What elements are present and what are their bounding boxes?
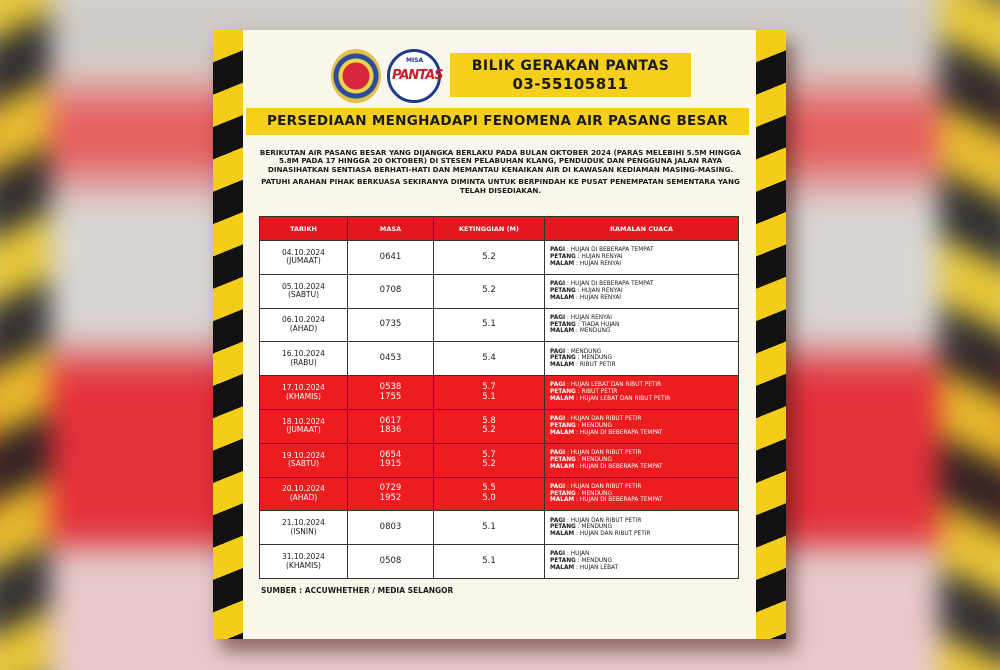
date: 20.10.2024 xyxy=(282,484,325,494)
forecast-petang: PETANG : HUJAN RENYAI xyxy=(550,254,623,260)
height-2: 5.0 xyxy=(482,492,496,503)
forecast-malam: MALAM : MENDUNG xyxy=(550,328,611,335)
time-1: 0708 xyxy=(379,285,402,296)
height-cell xyxy=(434,511,545,545)
height-2: 5.2 xyxy=(482,425,496,436)
height-cell xyxy=(434,241,545,275)
time-1: 0803 xyxy=(379,522,402,533)
time-cell xyxy=(348,274,434,308)
height-1: 5.2 xyxy=(482,285,496,296)
height-cell xyxy=(434,409,545,443)
hazard-stripe-right xyxy=(756,30,786,639)
height-cell xyxy=(434,477,545,511)
day: (AHAD) xyxy=(289,323,318,333)
date: 19.10.2024 xyxy=(282,450,325,460)
table-row xyxy=(260,443,739,477)
time-cell xyxy=(348,308,434,342)
date-cell xyxy=(260,477,348,511)
height-1: 5.7 xyxy=(482,382,496,393)
height-1: 5.8 xyxy=(482,415,496,426)
table-row xyxy=(260,511,739,545)
forecast-pagi: PAGI : HUJAN LEBAT DAN RIBUT PETIR xyxy=(550,382,662,389)
height-1: 5.4 xyxy=(482,353,496,364)
forecast-petang: PETANG : MENDUNG xyxy=(550,524,612,531)
forecast-cell xyxy=(545,241,739,275)
time-1: 0641 xyxy=(379,251,402,262)
forecast-petang: PETANG : RIBUT PETIR xyxy=(550,389,618,396)
date: 31.10.2024 xyxy=(282,552,325,562)
forecast-malam: MALAM : HUJAN LEBAT xyxy=(550,564,619,571)
table-row xyxy=(260,241,739,275)
time-2: 1755 xyxy=(379,391,402,402)
height-cell xyxy=(434,308,545,342)
pantas-logo-text: PANTAS xyxy=(392,68,443,83)
table-row xyxy=(260,308,739,342)
table-row xyxy=(260,477,739,511)
tide-advisory-poster xyxy=(213,30,786,639)
time-1: 0508 xyxy=(379,555,402,566)
forecast-malam: MALAM : HUJAN DI BEBERAPA TEMPAT xyxy=(550,497,663,504)
time-1: 0453 xyxy=(379,353,402,364)
time-1: 0735 xyxy=(379,319,402,330)
time-2: 1952 xyxy=(379,492,402,503)
forecast-malam: MALAM : HUJAN LEBAT DAN RIBUT PETIR xyxy=(550,395,671,402)
forecast-pagi: PAGI : HUJAN DAN RIBUT PETIR xyxy=(550,483,642,490)
date: 04.10.2024 xyxy=(282,247,325,257)
forecast-pagi: PAGI : MENDUNG xyxy=(550,348,602,355)
forecast-cell xyxy=(545,308,739,342)
day: (RABU) xyxy=(290,357,317,367)
forecast-petang: PETANG : MENDUNG xyxy=(550,422,612,429)
date: 18.10.2024 xyxy=(282,416,325,426)
day: (AHAD) xyxy=(289,492,318,502)
height-1: 5.1 xyxy=(482,522,496,533)
forecast-cell xyxy=(545,511,739,545)
forecast-pagi: PAGI : HUJAN RENYAI xyxy=(550,314,612,321)
time-cell xyxy=(348,545,434,579)
table-row xyxy=(260,545,739,579)
time-1: 0654 xyxy=(379,449,402,460)
logo-group xyxy=(331,49,441,103)
height-cell xyxy=(434,443,545,477)
forecast-pagi: PAGI : HUJAN DAN RIBUT PETIR xyxy=(550,449,642,456)
column-header-time: MASA xyxy=(348,217,434,241)
table-header-row xyxy=(260,217,739,241)
table-row xyxy=(260,342,739,376)
advisory-paragraph-2: PATUHI ARAHAN PIHAK BERKUASA SEKIRANYA DIMINTA UNTUK BERPINDAH KE PUSAT PENEMPATAN SEMENTARA YANG TELAH DISEDIAKAN. xyxy=(261,177,740,195)
tide-table xyxy=(259,216,739,579)
height-1: 5.5 xyxy=(482,483,496,494)
time-2: 1836 xyxy=(379,425,402,436)
forecast-pagi: PAGI : HUJAN DAN RIBUT PETIR xyxy=(550,416,642,423)
time-cell xyxy=(348,477,434,511)
day: (ISNIN) xyxy=(290,526,317,536)
height-1: 5.2 xyxy=(482,251,496,262)
time-cell xyxy=(348,376,434,410)
date-cell xyxy=(260,409,348,443)
day: (SABTU) xyxy=(287,290,320,300)
forecast-cell xyxy=(545,376,739,410)
forecast-petang: PETANG : MENDUNG xyxy=(550,355,612,362)
date: 06.10.2024 xyxy=(282,315,325,325)
height-1: 5.7 xyxy=(482,449,496,460)
time-1: 0729 xyxy=(379,483,402,494)
forecast-cell xyxy=(545,477,739,511)
table-row xyxy=(260,376,739,410)
date-cell xyxy=(260,443,348,477)
forecast-malam: MALAM : RIBUT PETIR xyxy=(550,362,616,369)
day: (KHAMIS) xyxy=(286,560,321,570)
height-cell xyxy=(434,342,545,376)
date: 16.10.2024 xyxy=(282,349,325,359)
height-2: 5.1 xyxy=(482,391,496,402)
page-title: PERSEDIAAN MENGHADAPI FENOMENA AIR PASANG BESAR xyxy=(246,108,749,135)
forecast-petang: PETANG : MENDUNG xyxy=(550,490,612,497)
forecast-cell xyxy=(545,545,739,579)
date: 17.10.2024 xyxy=(282,383,325,393)
time-cell xyxy=(348,409,434,443)
day: (JUMAAT) xyxy=(286,256,321,266)
hotline-box xyxy=(450,53,691,97)
time-1: 0617 xyxy=(379,415,402,426)
forecast-petang: PETANG : MENDUNG xyxy=(550,558,612,565)
date-cell xyxy=(260,308,348,342)
forecast-cell xyxy=(545,274,739,308)
forecast-malam: MALAM : HUJAN RENYAI xyxy=(550,294,622,301)
date-cell xyxy=(260,274,348,308)
hotline-number[interactable]: 03-55105811 xyxy=(512,75,629,93)
time-cell xyxy=(348,511,434,545)
column-header-date: TARIKH xyxy=(260,217,348,241)
time-cell xyxy=(348,241,434,275)
time-1: 0538 xyxy=(379,382,402,393)
height-cell xyxy=(434,274,545,308)
forecast-cell xyxy=(545,342,739,376)
misa-pantas-logo: MISA PANTAS xyxy=(387,49,441,103)
forecast-pagi: PAGI : HUJAN DI BEBERAPA TEMPAT xyxy=(550,281,654,287)
advisory-text xyxy=(253,149,748,199)
table-row xyxy=(260,409,739,443)
forecast-petang: PETANG : MENDUNG xyxy=(550,456,612,463)
forecast-cell xyxy=(545,409,739,443)
forecast-cell xyxy=(545,443,739,477)
height-1: 5.1 xyxy=(482,555,496,566)
forecast-malam: MALAM : HUJAN RENYAI xyxy=(550,260,622,267)
date-cell xyxy=(260,545,348,579)
day: (JUMAAT) xyxy=(286,425,321,435)
source-credit: SUMBER : ACCUWHETHER / MEDIA SELANGOR xyxy=(261,586,454,595)
forecast-petang: PETANG : TIADA HUJAN xyxy=(550,321,620,328)
height-cell xyxy=(434,545,545,579)
column-header-forecast: RAMALAN CUACA xyxy=(545,217,739,241)
height-1: 5.1 xyxy=(482,319,496,330)
date: 05.10.2024 xyxy=(282,281,325,291)
forecast-malam: MALAM : HUJAN DI BEBERAPA TEMPAT xyxy=(550,429,663,436)
forecast-pagi: PAGI : HUJAN xyxy=(550,551,590,558)
forecast-petang: PETANG : HUJAN RENYAI xyxy=(550,287,623,294)
forecast-malam: MALAM : HUJAN DAN RIBUT PETIR xyxy=(550,531,651,538)
day: (SABTU) xyxy=(287,459,320,469)
date-cell xyxy=(260,511,348,545)
date-cell xyxy=(260,376,348,410)
date-cell xyxy=(260,241,348,275)
time-cell xyxy=(348,443,434,477)
time-cell xyxy=(348,342,434,376)
table-row xyxy=(260,274,739,308)
height-2: 5.2 xyxy=(482,459,496,470)
selangor-crest-logo xyxy=(331,49,381,103)
day: (KHAMIS) xyxy=(286,391,321,401)
forecast-malam: MALAM : HUJAN DI BEBERAPA TEMPAT xyxy=(550,463,663,470)
forecast-pagi: PAGI : HUJAN DAN RIBUT PETIR xyxy=(550,517,642,524)
column-header-height: KETINGGIAN (M) xyxy=(434,217,545,241)
advisory-paragraph-1: BERIKUTAN AIR PASANG BESAR YANG DIJANGKA BERLAKU PADA BULAN OKTOBER 2024 (PARAS MELEBIHI 5.5M HINGGA 5.8M PADA 17 HINGGA 20 OKTOBER) DI STESEN PELABUHAN KLANG, PENDUDUK DAN PENGGUNA JALAN RAYA DINASIHATKAN SENTIASA BERHATI-HATI DAN MEMANTAU KENAIKAN AIR DI KAWASAN KEDIAMAN MASING-MASING. xyxy=(259,148,742,174)
height-cell xyxy=(434,376,545,410)
hazard-stripe-left xyxy=(213,30,243,639)
time-2: 1915 xyxy=(379,459,402,470)
date: 21.10.2024 xyxy=(282,518,325,528)
forecast-pagi: PAGI : HUJAN DI BEBERAPA TEMPAT xyxy=(550,247,654,254)
date-cell xyxy=(260,342,348,376)
hotline-title: BILIK GERAKAN PANTAS xyxy=(471,58,670,74)
